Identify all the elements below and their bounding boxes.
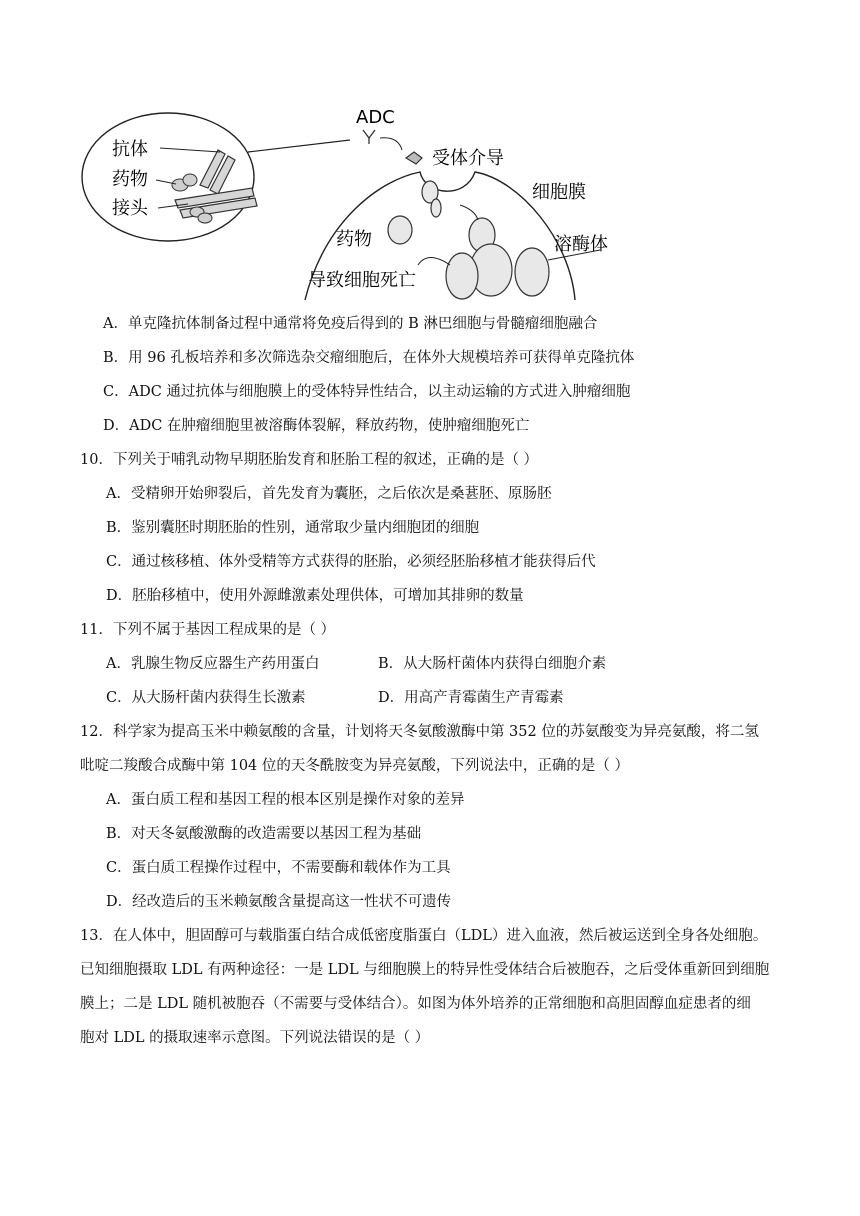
inset-ellipse [82, 113, 254, 241]
q11-option-c: C．从大肠杆菌内获得生长激素 [106, 690, 306, 706]
q10-option-d: D．胚胎移植中，使用外源雌激素处理供体，可增加其排卵的数量 [106, 588, 524, 604]
q13-line1: 13．在人体中，胆固醇可与载脂蛋白结合成低密度脂蛋白（LDL）进入血液，然后被运送到全身各处细胞。 [80, 928, 768, 944]
q9-option-a: A．单克隆抗体制备过程中通常将免疫后得到的 B 淋巴细胞与骨髓瘤细胞融合 [103, 316, 598, 332]
leader-line [248, 140, 350, 152]
label-adc: ADC [356, 107, 395, 128]
q10-stem: 10．下列关于哺乳动物早期胚胎发育和胚胎工程的叙述，正确的是（ ） [80, 452, 539, 468]
q9-option-b: B．用 96 孔板培养和多次筛选杂交瘤细胞后，在体外大规模培养可获得单克隆抗体 [103, 350, 635, 366]
q11-option-a: A．乳腺生物反应器生产药用蛋白 [106, 656, 320, 672]
q13-line2: 已知细胞摄取 LDL 有两种途径：一是 LDL 与细胞膜上的特异性受体结合后被胞吞，之后受体重新回到细胞 [80, 962, 770, 978]
label-lysosome: 溶酶体 [554, 234, 608, 255]
arrow-lysosome [460, 205, 478, 220]
receptor-icon [406, 152, 422, 164]
adc-icon [363, 130, 375, 144]
adc-diagram [80, 100, 608, 305]
label-drug-released: 药物 [336, 229, 372, 250]
q12-option-c: C．蛋白质工程操作过程中，不需要酶和载体作为工具 [106, 860, 451, 876]
q10-option-a: A．受精卵开始卵裂后，首先发育为囊胚，之后依次是桑葚胚、原肠胚 [106, 486, 552, 502]
label-drug: 药物 [112, 169, 148, 190]
label-receptor-mediated: 受体介导 [432, 148, 504, 169]
label-cell-membrane: 细胞膜 [532, 182, 586, 203]
q11-stem: 11．下列不属于基因工程成果的是（ ） [80, 622, 336, 638]
antibody-pointer [160, 148, 220, 152]
q9-option-d: D．ADC 在肿瘤细胞里被溶酶体裂解，释放药物，使肿瘤细胞死亡 [103, 418, 530, 434]
arrow-adc [380, 138, 402, 150]
label-cell-death: 导致细胞死亡 [308, 270, 416, 291]
q9-option-c: C．ADC 通过抗体与细胞膜上的受体特异性结合，以主动运输的方式进入肿瘤细胞 [103, 384, 631, 400]
label-antibody: 抗体 [112, 139, 148, 160]
q12-stem-line2: 吡啶二羧酸合成酶中第 104 位的天冬酰胺变为异亮氨酸，下列说法中，正确的是（ ） [80, 758, 630, 774]
q11-option-d: D．用高产青霉菌生产青霉素 [378, 690, 564, 706]
q10-option-b: B．鉴别囊胚时期胚胎的性别，通常取少量内细胞团的细胞 [106, 520, 480, 536]
q13-line4: 胞对 LDL 的摄取速率示意图。下列说法错误的是（ ） [80, 1030, 430, 1046]
q13-line3: 膜上；二是 LDL 随机被胞吞（不需要与受体结合）。如图为体外培养的正常细胞和高胆固醇血症患者的细 [80, 996, 751, 1012]
q12-option-d: D．经改造后的玉米赖氨酸含量提高这一性状不可遗传 [106, 894, 452, 910]
label-linker: 接头 [112, 198, 148, 219]
q12-option-b: B．对天冬氨酸激酶的改造需要以基因工程为基础 [106, 826, 422, 842]
q10-option-c: C．通过核移植、体外受精等方式获得的胚胎，必须经胚胎移植才能获得后代 [106, 554, 596, 570]
q11-option-b: B．从大肠杆菌体内获得白细胞介素 [378, 656, 607, 672]
arrow-release [418, 258, 450, 266]
q12-option-a: A．蛋白质工程和基因工程的根本区别是操作对象的差异 [106, 792, 465, 808]
q12-stem-line1: 12．科学家为提高玉米中赖氨酸的含量，计划将天冬氨酸激酶中第 352 位的苏氨酸变为异亮氨酸，将二氢 [80, 724, 759, 740]
